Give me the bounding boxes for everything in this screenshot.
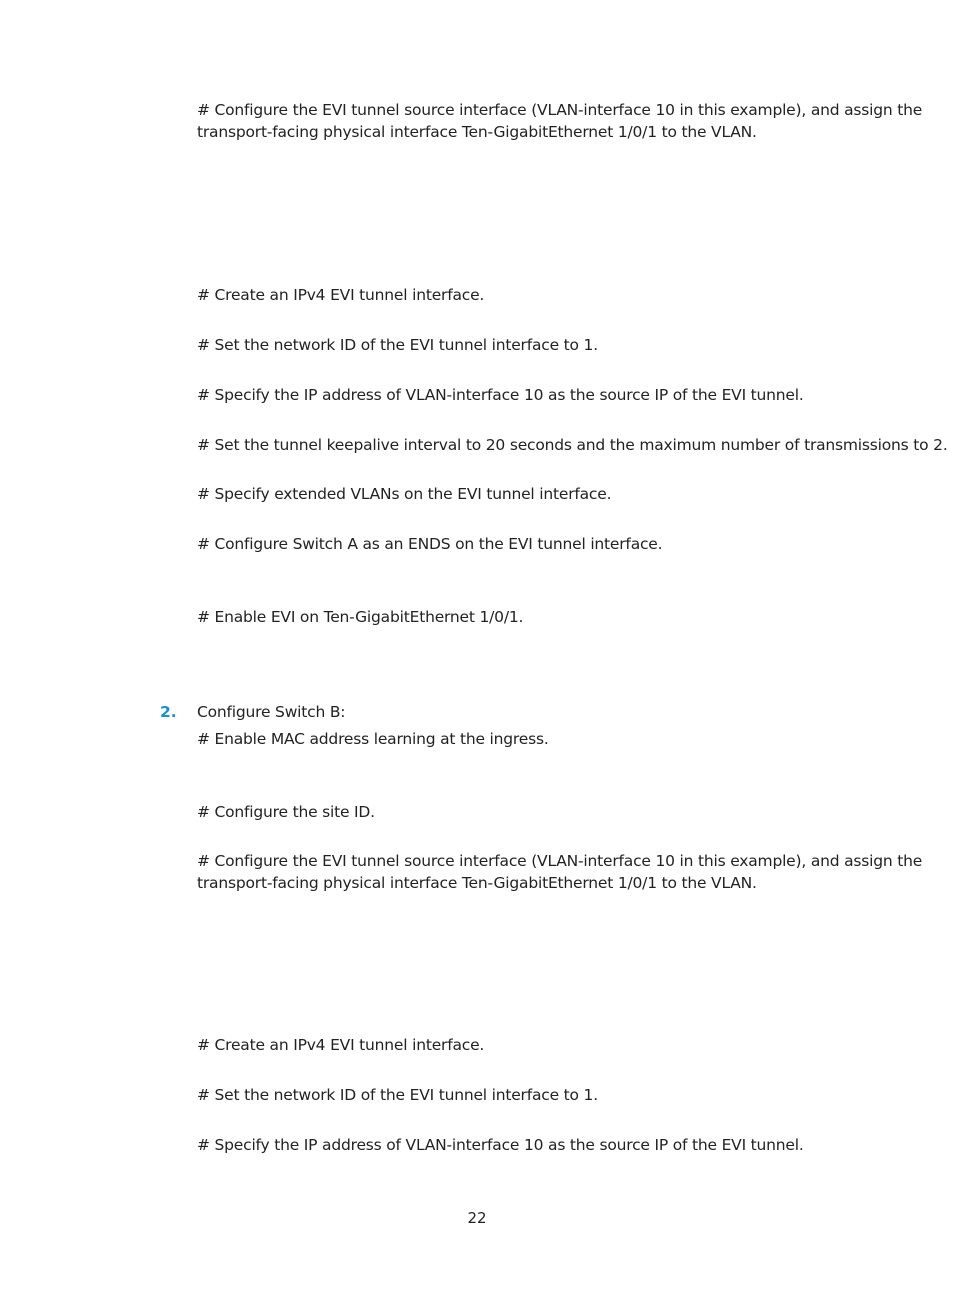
evi-source-interface-instruction-line-2: transport-facing physical interface Ten-GigabitEthernet 1/0/1 to the VLAN.	[197, 123, 757, 141]
mac-learning-instruction: # Enable MAC address learning at the ingress.	[197, 730, 549, 748]
switch-b-create-tunnel-instruction: # Create an IPv4 EVI tunnel interface.	[197, 1036, 485, 1054]
enable-evi-instruction: # Enable EVI on Ten-GigabitEthernet 1/0/1.	[197, 608, 524, 626]
network-id-instruction: # Set the network ID of the EVI tunnel interface to 1.	[197, 336, 598, 354]
step-number: 2.	[160, 703, 177, 721]
source-ip-instruction: # Specify the IP address of VLAN-interface 10 as the source IP of the EVI tunnel.	[197, 386, 804, 404]
keepalive-instruction: # Set the tunnel keepalive interval to 20 seconds and the maximum number of transmissions to 2.	[197, 436, 948, 454]
evi-source-interface-instruction-line-1: # Configure the EVI tunnel source interface (VLAN-interface 10 in this example), and assign the	[197, 101, 923, 119]
ends-instruction: # Configure Switch A as an ENDS on the EVI tunnel interface.	[197, 535, 663, 553]
switch-b-source-ip-instruction: # Specify the IP address of VLAN-interface 10 as the source IP of the EVI tunnel.	[197, 1136, 804, 1154]
extended-vlans-instruction: # Specify extended VLANs on the EVI tunnel interface.	[197, 485, 612, 503]
switch-b-source-interface-line-1: # Configure the EVI tunnel source interface (VLAN-interface 10 in this example), and assign the	[197, 852, 923, 870]
create-tunnel-instruction: # Create an IPv4 EVI tunnel interface.	[197, 286, 485, 304]
site-id-instruction: # Configure the site ID.	[197, 803, 375, 821]
page-number: 22	[467, 1209, 487, 1227]
step-title: Configure Switch B:	[197, 703, 346, 721]
switch-b-network-id-instruction: # Set the network ID of the EVI tunnel interface to 1.	[197, 1086, 598, 1104]
switch-b-source-interface-line-2: transport-facing physical interface Ten-GigabitEthernet 1/0/1 to the VLAN.	[197, 874, 757, 892]
